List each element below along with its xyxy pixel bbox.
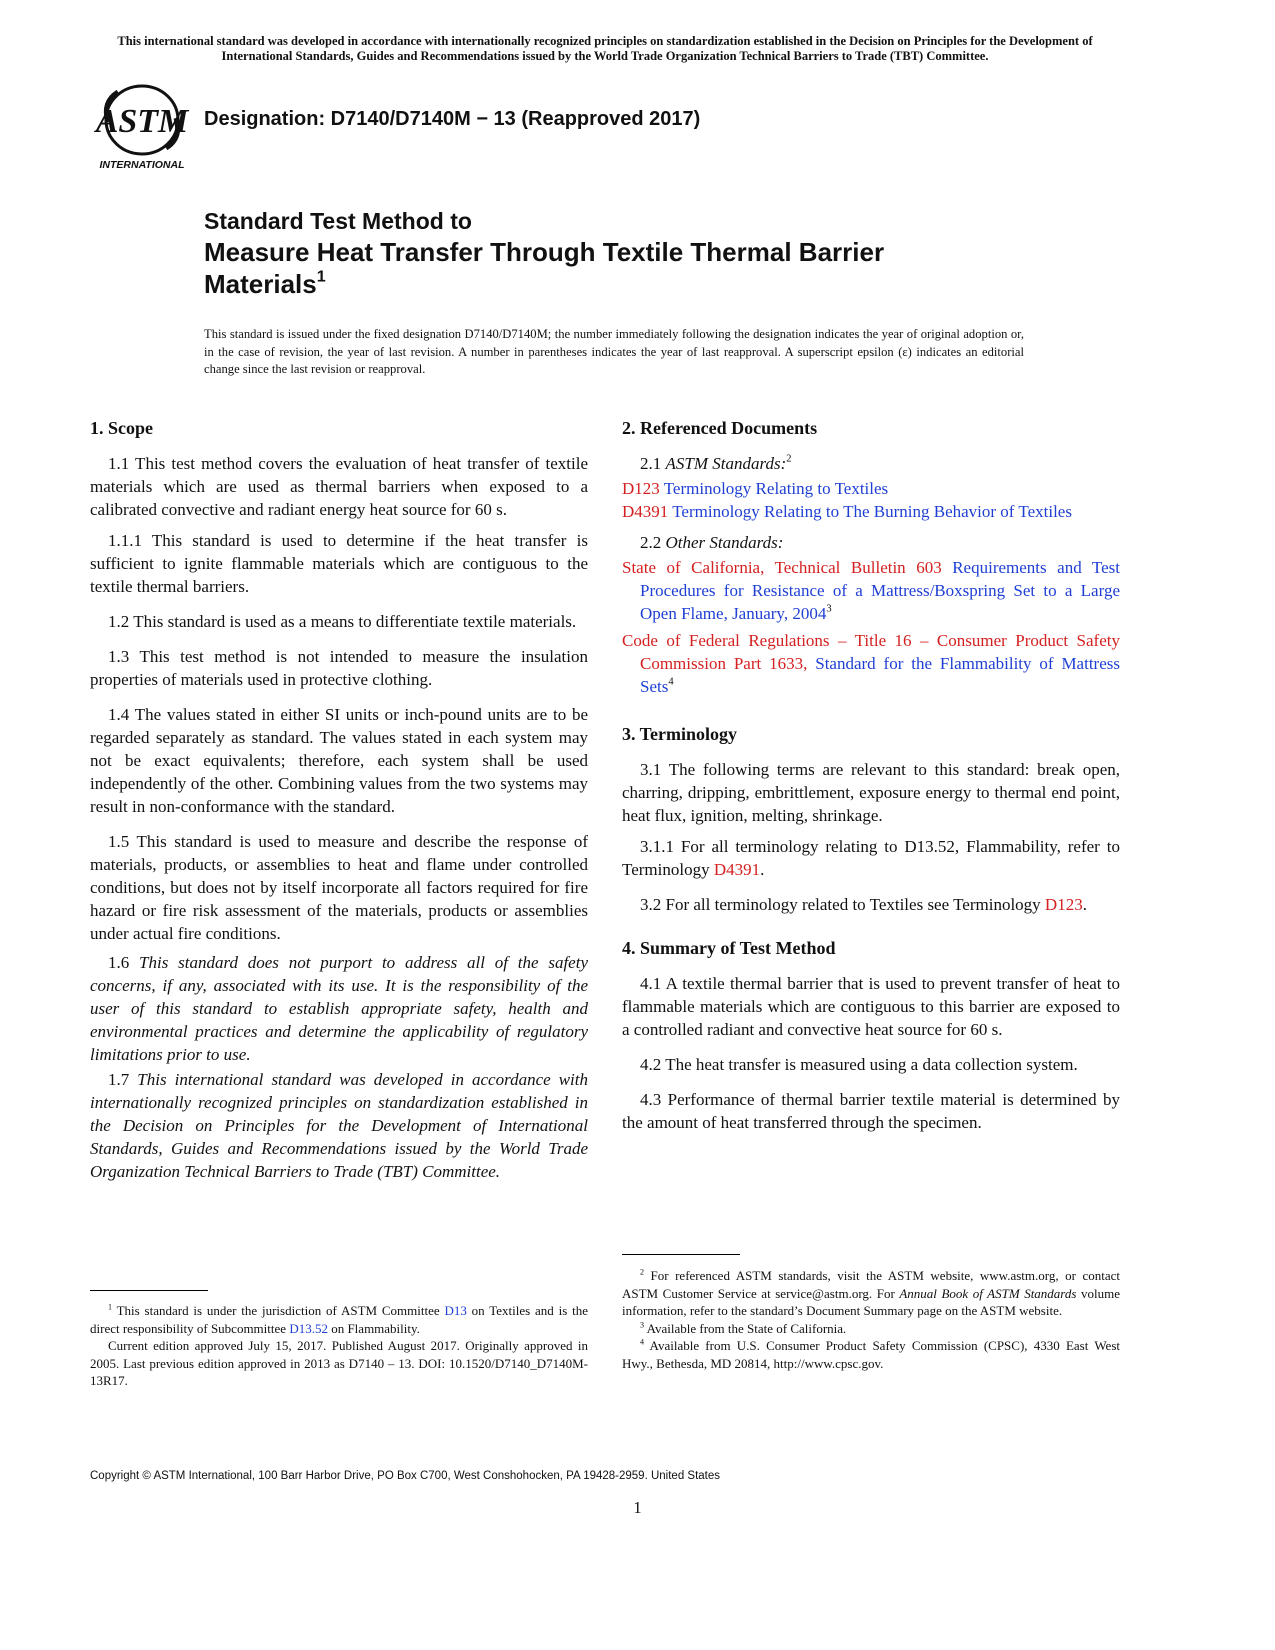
reference-d4391 [622, 500, 1120, 523]
paragraph-3-1: 3.1 The following terms are relevant to this standard: break open, charring, dripping, embrittlement, exposure energy to thermal end point, heat flux, ignition, melting, shrinkage. [622, 760, 1120, 825]
document-title [204, 206, 1024, 300]
footnotes-right [622, 1267, 1120, 1372]
footnote-3-text: Available from the State of California. [644, 1320, 847, 1336]
title-line-1: Standard Test Method to [204, 208, 472, 234]
footnote-3-mark: 3 [640, 1319, 645, 1329]
page-number: 1 [633, 1498, 642, 1517]
paragraph-1-1: 1.1 This test method covers the evaluation of heat transfer of textile materials which are used as thermal barriers when exposed to a calibrated convective and radiant energy heat source for 60 s. [90, 454, 588, 519]
paragraph-3-2-period: . [1082, 895, 1087, 914]
paragraph-3-1-1-period: . [760, 860, 765, 879]
subcommittee-d1352-link[interactable]: D13.52 [289, 1320, 328, 1336]
footnote-1 [90, 1302, 588, 1337]
paragraph-3-2-text: 3.2 For all terminology related to Textiles see Terminology [640, 895, 1045, 914]
footnote-divider-left [90, 1290, 208, 1291]
reference-d4391-title-link[interactable]: Terminology Relating to The Burning Behavior of Textiles [672, 502, 1072, 521]
footnote-2-text-a: For referenced ASTM standards, visit the ASTM website, www.astm.org, or contact ASTM Customer Service at service@astm.org. For [622, 1268, 1120, 1301]
reference-california-title-link[interactable]: Requirements and Test Procedures for Resistance of a Mattress/Boxspring Set to a Large Open Flame, January, 2004 [640, 558, 1120, 623]
paragraph-3-1-1 [622, 835, 1120, 881]
paragraph-1-6-text: This standard does not purport to address all of the safety concerns, if any, associated with its use. It is the responsibility of the user of this standard to establish appropriate safety, health and environmental practices and determine the applicability of regulatory limitations prior to use. [90, 953, 588, 1064]
footnote-1-edition: Current edition approved July 15, 2017. Published August 2017. Originally approved in 2005. Last previous edition approved in 2013 as D7140 – 13. DOI: 10.1520/D7140_D7140M-13R17. [90, 1338, 588, 1388]
footnote-4 [622, 1337, 1120, 1372]
footnote-1-text-c: on Flammability. [327, 1320, 420, 1336]
terminology-d4391-link[interactable]: D4391 [713, 860, 761, 879]
copyright-notice: Copyright © ASTM International, 100 Barr Harbor Drive, PO Box C700, West Conshohocken, PA 19428-2959. United States [90, 1470, 721, 1482]
section-heading-terminology: 3. Terminology [622, 724, 738, 744]
footnote-4-text: Available from U.S. Consumer Product Safety Commission (CPSC), 4330 East West Hwy., Bethesda, MD 20814, http://www.cpsc.gov. [622, 1338, 1120, 1371]
committee-d13-link[interactable]: D13 [444, 1303, 467, 1318]
paragraph-1-7 [90, 1068, 588, 1183]
reference-cfr-title-link[interactable]: Standard for the Flammability of Mattress Sets [640, 654, 1120, 696]
california-footnote-mark: 3 [826, 603, 832, 615]
paragraph-1-6 [90, 951, 588, 1066]
top-notice: This international standard was developed in accordance with internationally recognized principles on standardization established in the Decision on Principles for the Development of International Standards, Guides and Recommendations issued by the World Trade Organization Technical Barriers to Trade (TBT) Committee. [117, 34, 1093, 63]
reference-california-603 [622, 556, 1120, 625]
title-line-3 [204, 268, 1024, 300]
paragraph-1-1-1: 1.1.1 This standard is used to determine if the heat transfer is sufficient to ignite flammable materials which are contiguous to the textile thermal barriers. [90, 531, 588, 596]
astm-standards-number: 2.1 [640, 454, 666, 473]
subsection-other-standards [622, 531, 1120, 554]
footnotes-left [90, 1302, 588, 1390]
right-column [622, 416, 1120, 1142]
paragraph-1-7-text: This international standard was developed in accordance with internationally recognized principles on standardization established in the Decision on Principles for the Development of International Standards, Guides and Recommendations issued by the World Trade Organization Technical Barriers to Trade (TBT) Committee. [90, 1070, 588, 1181]
footnote-1-text-a: This standard is under the jurisdiction of ASTM Committee [112, 1303, 445, 1318]
reference-cfr-link[interactable]: Code of Federal Regulations – Title 16 – Consumer Product Safety Commission Part 1633, [622, 631, 1120, 673]
paragraph-1-7-number: 1.7 [108, 1070, 138, 1089]
footnote-1-mark: 1 [108, 1302, 113, 1312]
title-line-3-text: Materials [204, 269, 317, 299]
footnote-3 [622, 1320, 1120, 1338]
title-footnote-mark: 1 [316, 267, 326, 286]
astm-logo [88, 82, 196, 172]
paragraph-1-3: 1.3 This test method is not intended to measure the insulation properties of materials used in protective clothing. [90, 647, 588, 689]
issue-note: This standard is issued under the fixed designation D7140/D7140M; the number immediately following the designation indicates the year of original adoption or, in the case of revision, the year of last revision. A number in parentheses indicates the year of last reapproval. A superscript epsilon (ε) indicates an editorial change since the last revision or reapproval. [204, 327, 1024, 376]
reference-d123 [622, 477, 1120, 500]
section-heading-scope: 1. Scope [90, 418, 153, 438]
reference-cfr-1633 [622, 629, 1120, 698]
logo-subtext: INTERNATIONAL [99, 159, 185, 171]
subsection-astm-standards [622, 452, 1120, 475]
paragraph-3-2 [622, 893, 1120, 916]
footnote-divider-right [622, 1254, 740, 1255]
astm-standards-footnote-mark: 2 [786, 453, 792, 465]
footnote-2-italic: Annual Book of ASTM Standards [899, 1285, 1077, 1301]
footnote-2 [622, 1267, 1120, 1320]
paragraph-4-1: 4.1 A textile thermal barrier that is used to prevent transfer of heat to flammable materials which are contiguous to this barrier are exposed to a controlled radiant and convective heat source for 60 s. [622, 974, 1120, 1039]
paragraph-4-2: 4.2 The heat transfer is measured using a data collection system. [640, 1055, 1078, 1074]
section-heading-summary: 4. Summary of Test Method [622, 938, 836, 958]
other-standards-label: Other Standards: [665, 533, 784, 552]
section-heading-referenced-documents: 2. Referenced Documents [622, 418, 818, 438]
designation: Designation: D7140/D7140M − 13 (Reapproved 2017) [204, 108, 701, 130]
reference-d4391-link[interactable]: D4391 [622, 502, 669, 521]
title-line-2: Measure Heat Transfer Through Textile Thermal Barrier [204, 237, 885, 267]
terminology-d123-link[interactable]: D123 [1044, 895, 1083, 914]
other-standards-number: 2.2 [640, 533, 666, 552]
paragraph-1-4: 1.4 The values stated in either SI units or inch-pound units are to be regarded separately as standard. The values stated in each system may not be exact equivalents; therefore, each system shall be used independently of the other. Combining values from the two systems may result in non-conformance with the standard. [90, 705, 588, 816]
footnote-2-text-b: volume information, refer to the standard’s Document Summary page on the ASTM website. [622, 1285, 1120, 1318]
paragraph-1-2: 1.2 This standard is used as a means to differentiate textile materials. [108, 612, 577, 631]
footnote-4-mark: 4 [640, 1337, 645, 1347]
paragraph-3-1-1-text: 3.1.1 For all terminology relating to D13.52, Flammability, refer to Terminology [622, 837, 1120, 879]
footnote-2-mark: 2 [640, 1267, 645, 1277]
astm-standards-label: ASTM Standards: [665, 454, 787, 473]
footnote-1-text-b: on Textiles and is the direct responsibility of Subcommittee [90, 1303, 588, 1336]
logo-text: ASTM [95, 103, 189, 140]
reference-d123-link[interactable]: D123 [622, 479, 660, 498]
cfr-footnote-mark: 4 [668, 676, 674, 688]
reference-california-link[interactable]: State of California, Technical Bulletin 603 [622, 558, 942, 577]
paragraph-4-3: 4.3 Performance of thermal barrier textile material is determined by the amount of heat transferred through the specimen. [622, 1090, 1120, 1132]
paragraph-1-6-number: 1.6 [108, 953, 140, 972]
paragraph-1-5: 1.5 This standard is used to measure and describe the response of materials, products, or assemblies to heat and flame under controlled conditions, but does not by itself incorporate all factors required for fire hazard or fire risk assessment of the materials, products or assemblies under actual fire conditions. [90, 832, 588, 943]
left-column [90, 416, 588, 1191]
reference-d123-title-link[interactable]: Terminology Relating to Textiles [663, 479, 889, 498]
astm-logo-icon [88, 82, 196, 172]
